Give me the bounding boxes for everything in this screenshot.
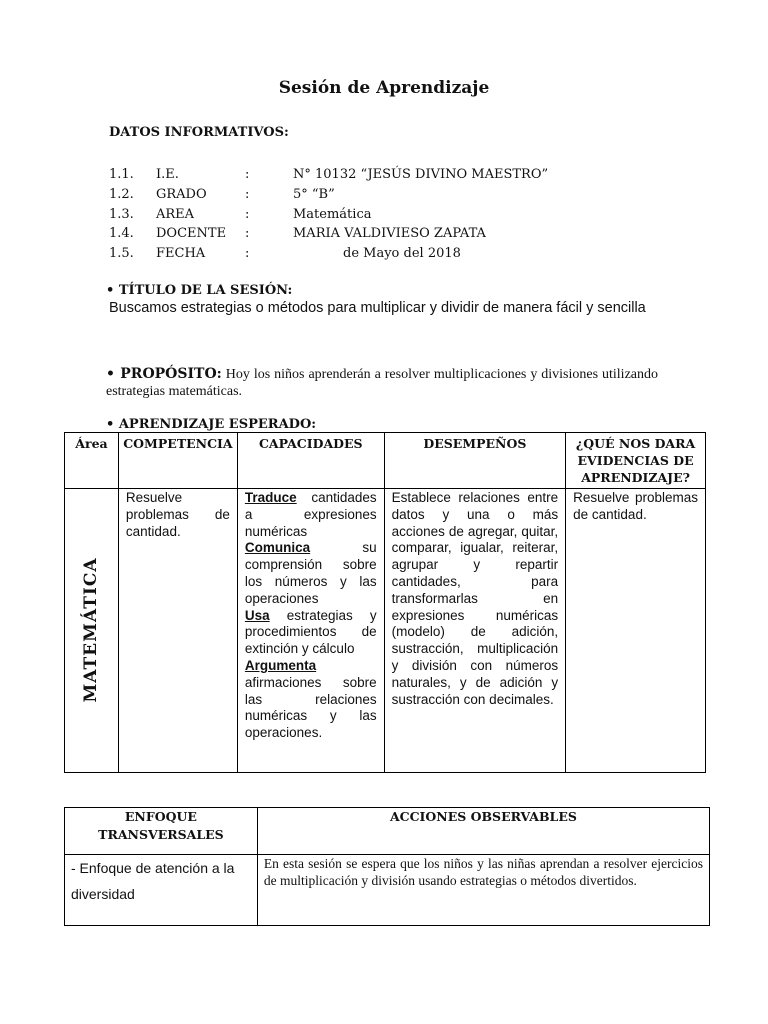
info-value: de Mayo del 2018 — [343, 246, 461, 261]
info-value: 5° “B” — [293, 187, 335, 202]
capacidad-text: cantidades a expresiones numéricas — [244, 490, 377, 539]
evidencias-cell: Resuelve problemas de cantidad. — [566, 489, 706, 773]
header-enfoque: ENFOQUE TRANSVERSALES — [65, 808, 258, 855]
info-value: N° 10132 “JESÚS DIVINO MAESTRO” — [293, 167, 549, 182]
capacidades-cell — [237, 489, 384, 773]
header-capacidades: CAPACIDADES — [237, 433, 384, 489]
proposito-label: • PROPÓSITO: — [106, 366, 222, 382]
info-label: FECHA — [156, 246, 206, 261]
capacidad-verb: Traduce — [244, 490, 297, 505]
info-label: I.E. — [156, 167, 179, 182]
capacidad-text: estrategias y procedimientos de extinción y cálculo — [244, 607, 377, 657]
info-number: 1.1. — [109, 167, 134, 182]
header-area: Área — [65, 433, 119, 489]
table-header-row — [65, 808, 710, 855]
area-cell — [65, 489, 119, 773]
info-colon: : — [245, 207, 250, 222]
aprendizaje-table — [64, 432, 706, 773]
header-evidencias: ¿QUÉ NOS DARA EVIDENCIAS DE APRENDIZAJE? — [566, 433, 706, 489]
page-title: Sesión de Aprendizaje — [278, 78, 490, 98]
aprendizaje-heading: • APRENDIZAJE ESPERADO: — [106, 417, 317, 432]
datos-informativos-heading: DATOS INFORMATIVOS: — [109, 125, 289, 140]
area-vertical-label: MATEMÁTICA — [81, 557, 102, 703]
capacidad-verb: Comunica — [244, 540, 311, 556]
info-number: 1.4. — [109, 226, 134, 241]
capacidad-verb: Usa — [244, 607, 270, 623]
info-colon: : — [245, 187, 250, 202]
table-row — [65, 489, 706, 773]
table-row — [65, 855, 710, 926]
titulo-heading: • TÍTULO DE LA SESIÓN: — [106, 283, 293, 298]
info-value: MARIA VALDIVIESO ZAPATA — [293, 226, 486, 241]
header-acciones: ACCIONES OBSERVABLES — [257, 808, 709, 855]
info-label: GRADO — [156, 187, 207, 202]
info-colon: : — [245, 226, 250, 241]
info-label: AREA — [156, 207, 195, 222]
info-number: 1.5. — [109, 246, 134, 261]
proposito-paragraph — [106, 366, 658, 400]
table-header-row — [65, 433, 706, 489]
info-label: DOCENTE — [156, 226, 227, 241]
proposito-text: Hoy los niños aprenderán a resolver multiplicaciones y divisiones utilizando estrategias matemáticas. — [106, 367, 659, 399]
info-value: Matemática — [293, 207, 372, 222]
header-desempenos: DESEMPEÑOS — [384, 433, 566, 489]
enfoque-table — [64, 807, 710, 926]
info-number: 1.3. — [109, 207, 134, 222]
header-competencia: COMPETENCIA — [118, 433, 237, 489]
titulo-text: Buscamos estrategias o métodos para multiplicar y dividir de manera fácil y sencilla — [109, 300, 646, 316]
acciones-cell: En esta sesión se espera que los niños y las niñas aprendan a resolver ejercicios de multiplicación y división usando estrategias o métodos divertidos. — [257, 855, 709, 926]
enfoque-cell: - Enfoque de atención a la diversidad — [65, 855, 258, 926]
desempenos-cell: Establece relaciones entre datos y una o más acciones de agregar, quitar, comparar, igualar, reiterar, agrupar y repartir cantidades, para transformarlas en expresiones numéricas (modelo) de adición, sustracción, multiplicación y división con números naturales, y de adición y sustracción con decimales. — [384, 489, 566, 773]
info-colon: : — [245, 167, 250, 182]
capacidad-verb: Argumenta — [244, 657, 317, 673]
info-colon: : — [245, 246, 250, 261]
capacidad-text: su comprensión sobre los números y las operaciones — [244, 540, 377, 606]
info-number: 1.2. — [109, 187, 134, 202]
competencia-cell: Resuelve problemas de cantidad. — [118, 489, 237, 773]
capacidad-text: afirmaciones sobre las relaciones numéricas y las operaciones. — [244, 674, 377, 741]
